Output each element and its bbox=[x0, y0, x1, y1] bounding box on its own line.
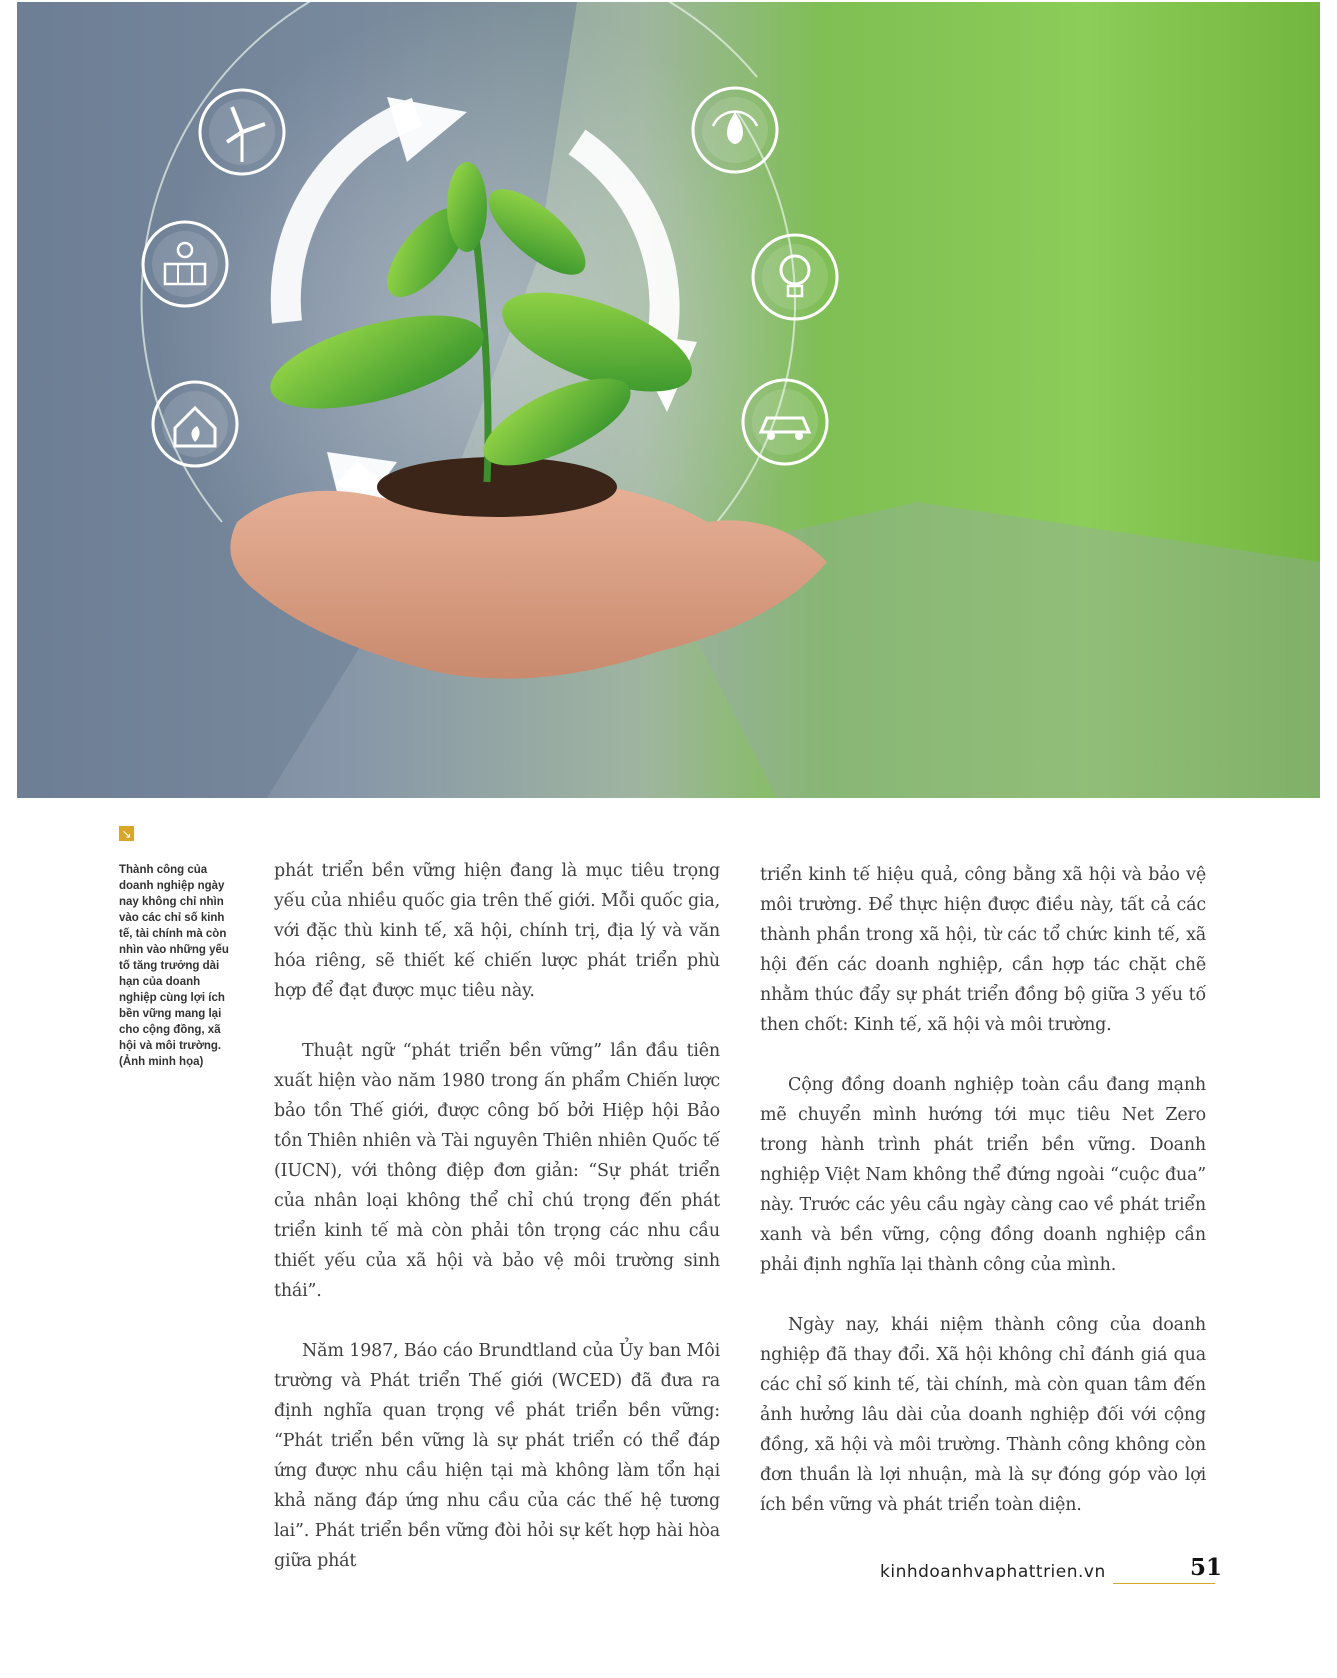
hero-image bbox=[17, 2, 1320, 798]
page-number: 51 bbox=[1190, 1554, 1223, 1581]
electric-car-icon bbox=[743, 380, 827, 464]
paragraph: Cộng đồng doanh nghiệp toàn cầu đang mạnh mẽ chuyển mình hướng tới mục tiêu Net Zero trong hành trình phát triển bền vững. Doanh nghiệp Việt Nam không thể đứng ngoài “cuộc đua” này. Trước các yêu cầu ngày càng cao về phát triển xanh và bền vững, cộng đồng doanh nghiệp cần phải định nghĩa lại thành công của mình. bbox=[760, 1075, 1206, 1275]
footer-website: kinhdoanhvaphattrien.vn bbox=[880, 1562, 1106, 1582]
article-column-right bbox=[760, 860, 1206, 1550]
water-recycle-icon bbox=[693, 88, 777, 172]
eco-house-icon bbox=[153, 382, 237, 466]
eco-bulb-icon bbox=[753, 235, 837, 319]
paragraph: Năm 1987, Báo cáo Brundtland của Ủy ban Môi trường và Phát triển Thế giới (WCED) đã đưa ra định nghĩa quan trọng về phát triển bền vững: “Phát triển bền vững là sự phát triển có thể đáp ứng được nhu cầu hiện tại mà không làm tổn hại khả năng đáp ứng nhu cầu của các thế hệ tương lai”. Phát triển bền vững đòi hỏi sự kết hợp hài hòa giữa phát bbox=[274, 1341, 720, 1571]
paragraph: phát triển bền vững hiện đang là mục tiêu trọng yếu của nhiều quốc gia trên thế giới. Mỗi quốc gia, với đặc thù kinh tế, xã hội, chính trị, địa lý và văn hóa riêng, sẽ thiết kế chiến lược phát triển phù hợp để đạt được mục tiêu này. bbox=[274, 861, 720, 1001]
footer-rule bbox=[1113, 1583, 1215, 1584]
paragraph: triển kinh tế hiệu quả, công bằng xã hội và bảo vệ môi trường. Để thực hiện được điều này, tất cả các thành phần trong xã hội, từ các tổ chức kinh tế, xã hội đến các doanh nghiệp, cần hợp tác chặt chẽ nhằm thúc đẩy sự phát triển đồng bộ giữa 3 yếu tố then chốt: Kinh tế, xã hội và môi trường. bbox=[760, 865, 1206, 1035]
wind-turbine-icon bbox=[200, 90, 284, 174]
article-column-left bbox=[274, 856, 720, 1606]
solar-panel-icon bbox=[143, 222, 227, 306]
caption-arrow-icon: ↘ bbox=[119, 826, 134, 841]
paragraph: Thuật ngữ “phát triển bền vững” lần đầu tiên xuất hiện vào năm 1980 trong ấn phẩm Chiến lược bảo tồn Thế giới, được công bố bởi Hiệp hội Bảo tồn Thiên nhiên và Tài nguyên Thiên nhiên Quốc tế (IUCN), với thông điệp đơn giản: “Sự phát triển của nhân loại không thể chỉ chú trọng đến phát triển kinh tế mà còn phải tôn trọng các nhu cầu thiết yếu của xã hội và bảo vệ môi trường sinh thái”. bbox=[274, 1041, 720, 1301]
hero-illustration bbox=[17, 2, 1320, 798]
paragraph: Ngày nay, khái niệm thành công của doanh nghiệp đã thay đổi. Xã hội không chỉ đánh giá qua các chỉ số kinh tế, tài chính, mà còn quan tâm đến ảnh hưởng lâu dài của doanh nghiệp đối với cộng đồng, xã hội và môi trường. Thành công không còn đơn thuần là lợi nhuận, mà là sự đóng góp vào lợi ích bền vững và phát triển toàn diện. bbox=[760, 1315, 1206, 1515]
image-caption: Thành công của doanh nghiệp ngày nay không chỉ nhìn vào các chỉ số kinh tế, tài chính mà còn nhìn vào những yếu tố tăng trưởng dài hạn của doanh nghiệp cùng lợi ích bền vững mang lại cho cộng đồng, xã hội và môi trường. (Ảnh minh họa) bbox=[119, 864, 229, 1068]
